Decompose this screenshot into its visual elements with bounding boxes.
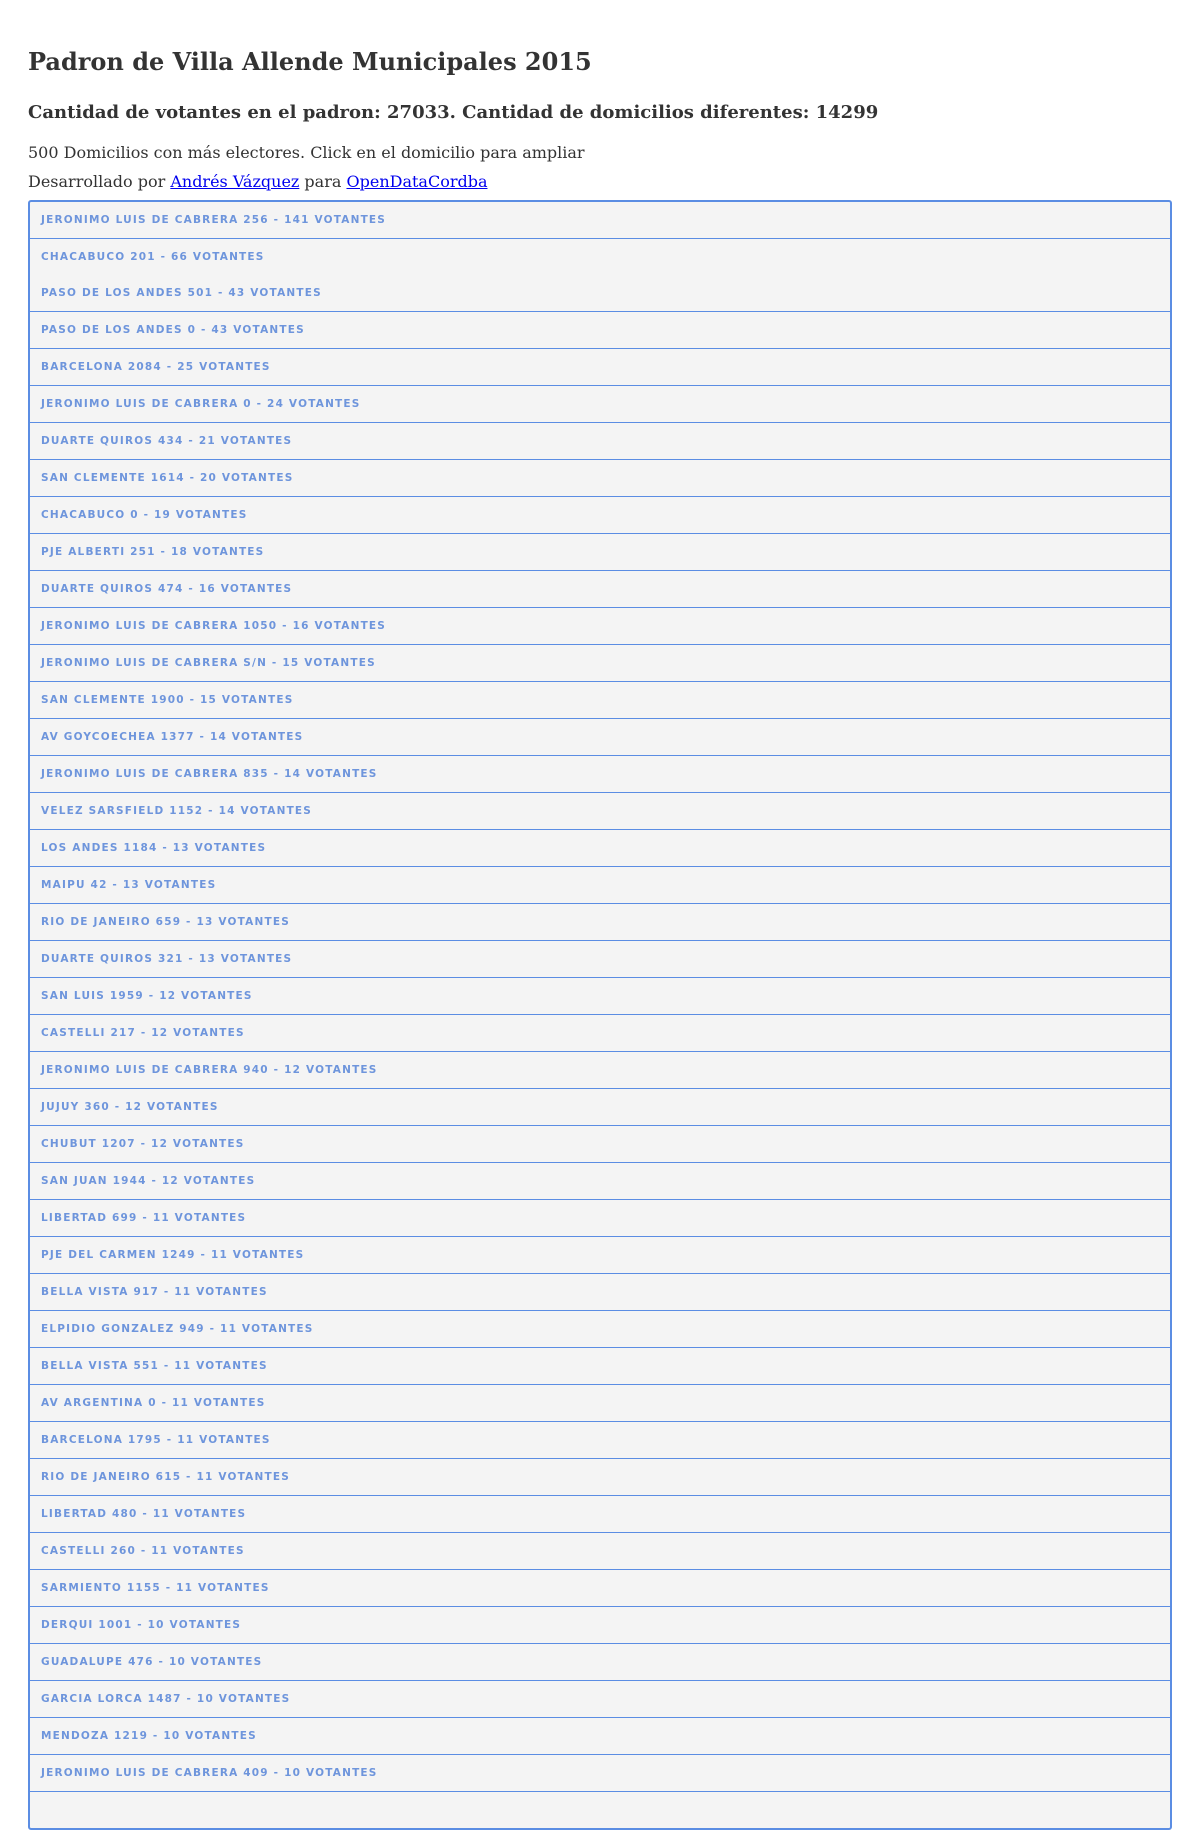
credit-prefix: Desarrollado por [28, 172, 171, 191]
list-item[interactable]: MAIPU 42 - 13 VOTANTES [30, 866, 1170, 903]
list-item[interactable]: JERONIMO LUIS DE CABRERA 0 - 24 VOTANTES [30, 385, 1170, 422]
list-item[interactable]: DUARTE QUIROS 474 - 16 VOTANTES [30, 570, 1170, 607]
list-item[interactable]: RIO DE JANEIRO 615 - 11 VOTANTES [30, 1458, 1170, 1495]
list-item[interactable]: JERONIMO LUIS DE CABRERA 1050 - 16 VOTANTES [30, 607, 1170, 644]
credit-line [28, 167, 1172, 196]
list-item[interactable]: PASO DE LOS ANDES 501 - 43 VOTANTES [41, 287, 322, 299]
list-item[interactable]: BARCELONA 2084 - 25 VOTANTES [30, 348, 1170, 385]
list-item[interactable]: DUARTE QUIROS 434 - 21 VOTANTES [30, 422, 1170, 459]
list-item[interactable]: LOS ANDES 1184 - 13 VOTANTES [30, 829, 1170, 866]
list-item[interactable]: AV GOYCOECHEA 1377 - 14 VOTANTES [30, 718, 1170, 755]
list-item[interactable]: CHACABUCO 201 - 66 VOTANTES [30, 238, 1170, 275]
list-item[interactable]: BELLA VISTA 551 - 11 VOTANTES [30, 1347, 1170, 1384]
list-item[interactable]: AV ARGENTINA 0 - 11 VOTANTES [30, 1384, 1170, 1421]
list-item[interactable]: SAN JUAN 1944 - 12 VOTANTES [30, 1162, 1170, 1199]
list-item[interactable]: PASO DE LOS ANDES 0 - 43 VOTANTES [30, 311, 1170, 348]
credit-middle: para [299, 172, 347, 191]
org-link[interactable]: OpenDataCordba [346, 172, 488, 191]
author-link[interactable]: Andrés Vázquez [170, 172, 300, 191]
list-item[interactable]: CHACABUCO 0 - 19 VOTANTES [30, 496, 1170, 533]
list-item[interactable]: JERONIMO LUIS DE CABRERA S/N - 15 VOTANTES [30, 644, 1170, 681]
intro-text: 500 Domicilios con más electores. Click en el domicilio para ampliar [28, 143, 585, 162]
list-item[interactable]: JERONIMO LUIS DE CABRERA 940 - 12 VOTANTES [30, 1051, 1170, 1088]
address-list [28, 200, 1172, 1830]
list-item[interactable]: PJE ALBERTI 251 - 18 VOTANTES [30, 533, 1170, 570]
list-item[interactable]: DUARTE QUIROS 321 - 13 VOTANTES [30, 940, 1170, 977]
list-item[interactable] [30, 1791, 1170, 1828]
list-item[interactable]: PJE DEL CARMEN 1249 - 11 VOTANTES [30, 1236, 1170, 1273]
list-item[interactable]: BELLA VISTA 917 - 11 VOTANTES [30, 1273, 1170, 1310]
list-item[interactable]: SAN CLEMENTE 1614 - 20 VOTANTES [30, 459, 1170, 496]
list-item[interactable]: RIO DE JANEIRO 659 - 13 VOTANTES [30, 903, 1170, 940]
list-item[interactable]: ELPIDIO GONZALEZ 949 - 11 VOTANTES [30, 1310, 1170, 1347]
list-item[interactable]: CASTELLI 260 - 11 VOTANTES [30, 1532, 1170, 1569]
list-item[interactable]: SARMIENTO 1155 - 11 VOTANTES [30, 1569, 1170, 1606]
list-item[interactable]: SAN CLEMENTE 1900 - 15 VOTANTES [30, 681, 1170, 718]
list-item[interactable]: SAN LUIS 1959 - 12 VOTANTES [30, 977, 1170, 1014]
list-item[interactable]: JERONIMO LUIS DE CABRERA 409 - 10 VOTANTES [30, 1754, 1170, 1791]
list-item[interactable]: DERQUI 1001 - 10 VOTANTES [30, 1606, 1170, 1643]
list-item[interactable]: CASTELLI 217 - 12 VOTANTES [30, 1014, 1170, 1051]
list-item[interactable]: JERONIMO LUIS DE CABRERA 256 - 141 VOTANTES [41, 214, 387, 226]
list-item[interactable]: MENDOZA 1219 - 10 VOTANTES [30, 1717, 1170, 1754]
list-item[interactable]: LIBERTAD 699 - 11 VOTANTES [30, 1199, 1170, 1236]
page-title: Padron de Villa Allende Municipales 2015 [28, 47, 592, 76]
list-item[interactable]: JERONIMO LUIS DE CABRERA 835 - 14 VOTANTES [30, 755, 1170, 792]
list-item[interactable]: VELEZ SARSFIELD 1152 - 14 VOTANTES [30, 792, 1170, 829]
list-item[interactable]: GARCIA LORCA 1487 - 10 VOTANTES [30, 1680, 1170, 1717]
page-subtitle: Cantidad de votantes en el padron: 27033. Cantidad de domicilios diferentes: 14299 [28, 102, 879, 123]
list-item[interactable]: LIBERTAD 480 - 11 VOTANTES [30, 1495, 1170, 1532]
list-item[interactable]: BARCELONA 1795 - 11 VOTANTES [30, 1421, 1170, 1458]
list-item[interactable]: JUJUY 360 - 12 VOTANTES [30, 1088, 1170, 1125]
list-item[interactable]: GUADALUPE 476 - 10 VOTANTES [30, 1643, 1170, 1680]
list-item[interactable]: CHUBUT 1207 - 12 VOTANTES [30, 1125, 1170, 1162]
